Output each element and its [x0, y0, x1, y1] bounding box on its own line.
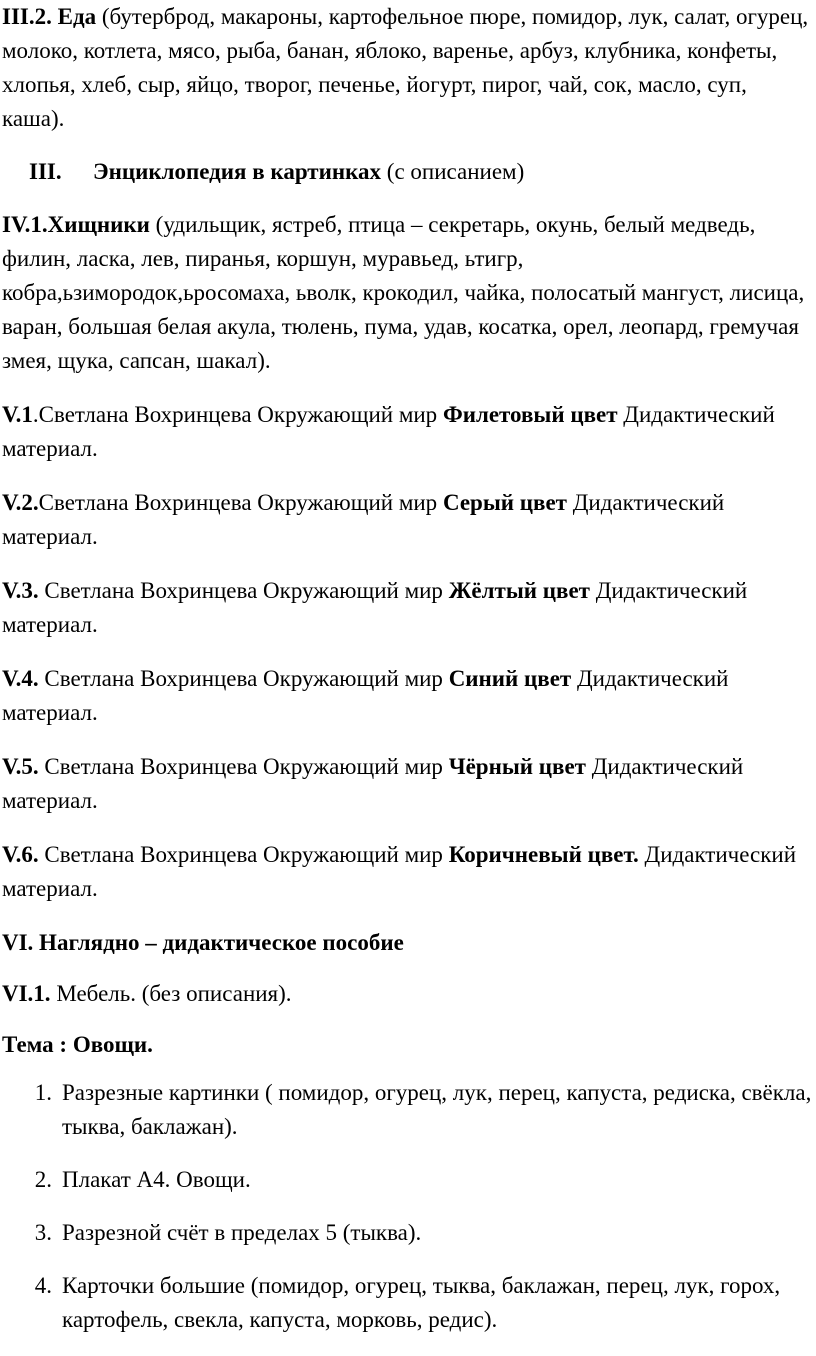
section-text: Светлана Вохринцева Окружающий мир	[38, 666, 449, 691]
section-text-end: Дидактический материал.	[2, 578, 748, 637]
list-item	[2, 1216, 814, 1250]
list-item-number: 1.	[34, 1080, 52, 1105]
list-item-text: Плакат А4. Овощи.	[62, 1167, 251, 1192]
section-text-end: Дидактический материал.	[2, 754, 744, 813]
section-text: Мебель. (без описания).	[50, 981, 292, 1006]
list-item-text: Разрезные картинки ( помидор, огурец, лук, перец, капуста, редиска, свёкла, тыква, баклажан).	[62, 1080, 812, 1139]
section-number: V.1	[2, 402, 33, 427]
list-item-number: 2.	[34, 1167, 52, 1192]
section-number: V.6.	[2, 842, 39, 867]
section-v-3	[2, 574, 814, 642]
list-item-number: 4.	[34, 1273, 52, 1298]
section-number: III.2.	[2, 4, 52, 29]
section-text-end: Дидактический материал.	[2, 842, 797, 901]
section-iii-2	[2, 0, 814, 136]
section-text: (с описанием)	[381, 159, 525, 184]
section-vi-1	[2, 977, 814, 1011]
section-text: .Светлана Вохринцева Окружающий мир	[32, 402, 443, 427]
section-vi-title: VI. Наглядно – дидактическое пособие	[2, 930, 404, 955]
section-title: Энциклопедия в картинках	[93, 159, 382, 184]
section-text: Светлана Вохринцева Окружающий мир	[38, 578, 449, 603]
section-text: Светлана Вохринцева Окружающий мир	[38, 842, 449, 867]
section-v-5	[2, 750, 814, 818]
color-title: Коричневый цвет.	[448, 842, 639, 867]
list-item-number: 3.	[34, 1220, 52, 1245]
section-number: III.	[29, 159, 62, 184]
section-text: Светлана Вохринцева Окружающий мир	[38, 490, 443, 515]
list-item-text: Разрезной счёт в пределах 5 (тыква).	[62, 1220, 422, 1245]
section-number: V.4.	[2, 666, 39, 691]
list-item	[2, 1163, 814, 1197]
section-number: VI.1.	[2, 981, 51, 1006]
section-text: Светлана Вохринцева Окружающий мир	[38, 754, 449, 779]
color-title: Филетовый цвет	[442, 402, 618, 427]
section-text: (бутерброд, макароны, картофельное пюре, помидор, лук, салат, огурец, молоко, котлета, мясо, рыба, банан, яблоко, варенье, арбуз, клубника, конфеты, хлопья, хлеб, сыр, яйцо, творог, печенье, йогурт, пирог, чай, сок, масло, суп, каша).	[2, 4, 809, 131]
topic-title: Тема : Овощи.	[2, 1032, 153, 1057]
color-title: Серый цвет	[442, 490, 567, 515]
color-title: Синий цвет	[448, 666, 572, 691]
section-v-1	[2, 398, 814, 466]
section-v-4	[2, 662, 814, 730]
section-v-6	[2, 838, 814, 906]
list-item	[2, 1076, 814, 1144]
section-iv-1	[2, 208, 814, 378]
list-item-text: Карточки большие (помидор, огурец, тыква, баклажан, перец, лук, горох, картофель, свекла, капуста, морковь, редис).	[62, 1273, 781, 1332]
section-text-end: Дидактический материал.	[2, 402, 775, 461]
section-v-2	[2, 486, 814, 554]
vegetables-list	[2, 1076, 814, 1337]
section-text-end: Дидактический материал.	[2, 666, 729, 725]
section-iii	[2, 155, 814, 189]
list-item	[2, 1269, 814, 1337]
section-number: V.2.	[2, 490, 39, 515]
color-title: Чёрный цвет	[448, 754, 586, 779]
section-number: V.5.	[2, 754, 39, 779]
section-number: V.3.	[2, 578, 39, 603]
color-title: Жёлтый цвет	[448, 578, 590, 603]
document-page	[2, 0, 814, 1356]
section-text-end: Дидактический материал.	[2, 490, 725, 549]
section-title: Хищники	[47, 212, 150, 237]
section-title: Еда	[57, 4, 97, 29]
section-text: (удильщик, ястреб, птица – секретарь, окунь, белый медведь, филин, ласка, лев, пиранья, коршун, муравьед, ьтигр, кобра,ьзимородок,ьросомаха, ьволк, крокодил, чайка, полосатый мангуст, лисица, варан, большая белая акула, тюлень, пума, удав, косатка, орел, леопард, гремучая змея, щука, сапсан, шакал).	[2, 212, 805, 373]
section-number: IV.1.	[2, 212, 48, 237]
